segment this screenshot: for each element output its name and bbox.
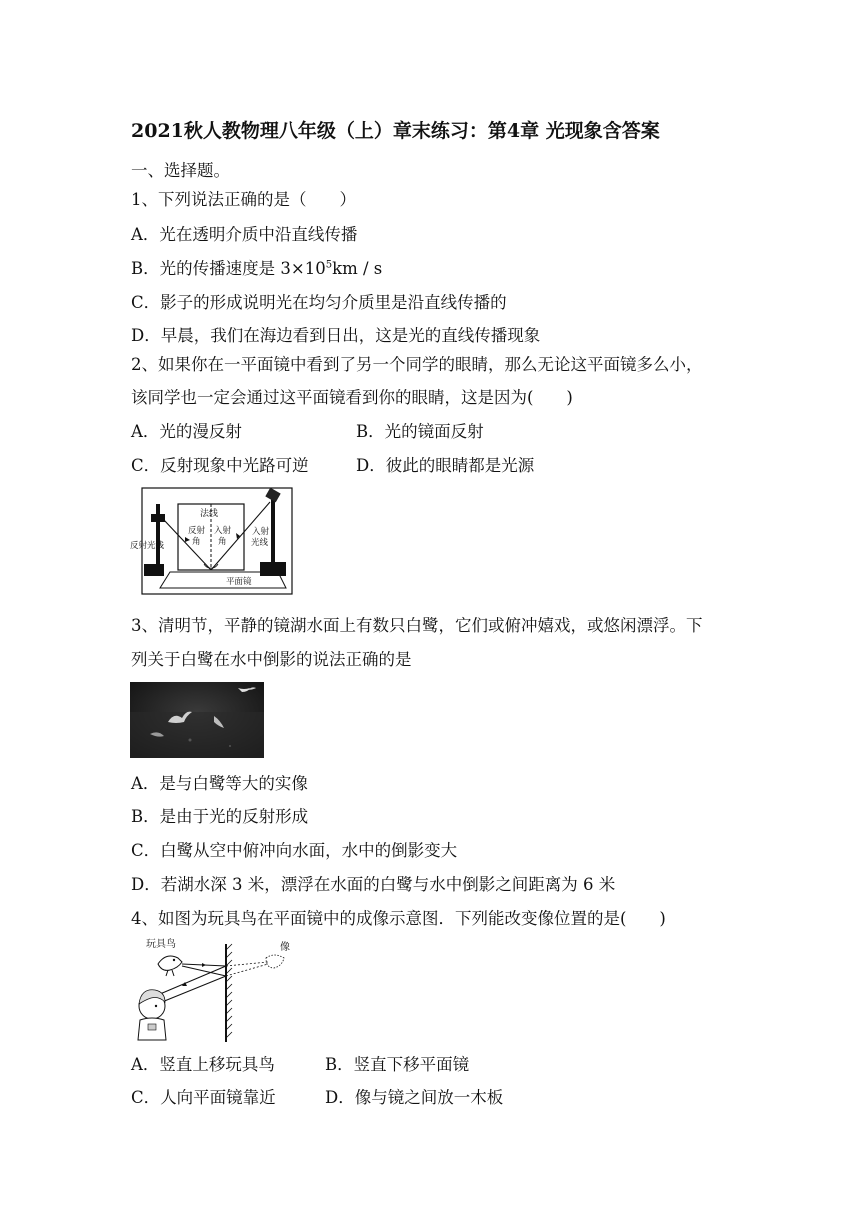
figure-label-normal: 法线: [200, 509, 219, 519]
q4-option-b: B．竖直下移平面镜: [325, 1055, 470, 1074]
q2-option-a: A．光的漫反射: [131, 422, 242, 441]
figure-label-reflect-angle-2: 角: [192, 537, 201, 547]
q4-option-d: D．像与镜之间放一木板: [325, 1088, 504, 1107]
q1-option-b-exponent: 5: [325, 259, 333, 271]
q3-option-c: C．白鹭从空中俯冲向水面，水中的倒影变大: [131, 841, 458, 860]
q2-stem-line1: 2、如果你在一平面镜中看到了另一个同学的眼睛，那么无论这平面镜多么小，: [131, 355, 703, 374]
q3-option-b: B．是由于光的反射形成: [131, 807, 309, 826]
q4-option-a: A．竖直上移玩具鸟: [131, 1055, 275, 1074]
figure-label-reflect-angle-1: 反射: [188, 526, 206, 536]
q3-stem-line2: 列关于白鹭在水中倒影的说法正确的是: [131, 650, 412, 669]
q3-stem-line1: 3、清明节，平静的镜湖水面上有数只白鹭，它们或俯冲嬉戏，或悠闲漂浮。下: [131, 616, 703, 635]
q4-option-c: C．人向平面镜靠近: [131, 1088, 276, 1107]
egret-photo: [130, 682, 264, 758]
q2-stem-line2: 该同学也一定会通过这平面镜看到你的眼睛，这是因为( ): [131, 388, 573, 407]
toy-bird-mirror-figure: [130, 936, 294, 1044]
figure-label-toy-bird: 玩具鸟: [146, 939, 176, 950]
section-heading: 一、选择题。: [131, 161, 230, 180]
figure-label-incident-ray-2: 光线: [251, 538, 269, 548]
figure-label-incident-ray-1: 入射: [252, 527, 270, 537]
figure-label-incident-angle-1: 入射: [214, 526, 232, 536]
q1-option-b: [131, 258, 382, 280]
document-title: 2021秋人教物理八年级（上）章末练习：第4章 光现象含答案: [131, 120, 660, 142]
reflection-experiment-figure: [130, 484, 298, 600]
q1-option-a: A．光在透明介质中沿直线传播: [131, 225, 358, 244]
figure-label-image: 像: [280, 942, 290, 953]
q2-option-d: D．彼此的眼睛都是光源: [356, 456, 535, 475]
q1-option-b-text: B．光的传播速度是 3×10: [131, 259, 326, 278]
q1-option-d: D．早晨，我们在海边看到日出，这是光的直线传播现象: [131, 326, 541, 345]
figure-label-incident-angle-2: 角: [218, 537, 227, 547]
q1-option-b-unit: km / s: [332, 259, 383, 278]
q1-stem: 1、下列说法正确的是（ ）: [131, 190, 356, 209]
figure-label-mirror: 平面镜: [226, 577, 252, 587]
q1-option-c: C．影子的形成说明光在均匀介质里是沿直线传播的: [131, 293, 507, 312]
q4-stem: 4、如图为玩具鸟在平面镜中的成像示意图．下列能改变像位置的是( ): [131, 909, 666, 928]
q3-option-d: D．若湖水深 3 米，漂浮在水面的白鹭与水中倒影之间距离为 6 米: [131, 875, 616, 894]
q3-option-a: A．是与白鹭等大的实像: [131, 774, 308, 793]
figure-label-reflected-ray: 反射光线: [130, 541, 165, 551]
q2-option-c: C．反射现象中光路可逆: [131, 456, 309, 475]
q2-option-b: B．光的镜面反射: [356, 422, 484, 441]
